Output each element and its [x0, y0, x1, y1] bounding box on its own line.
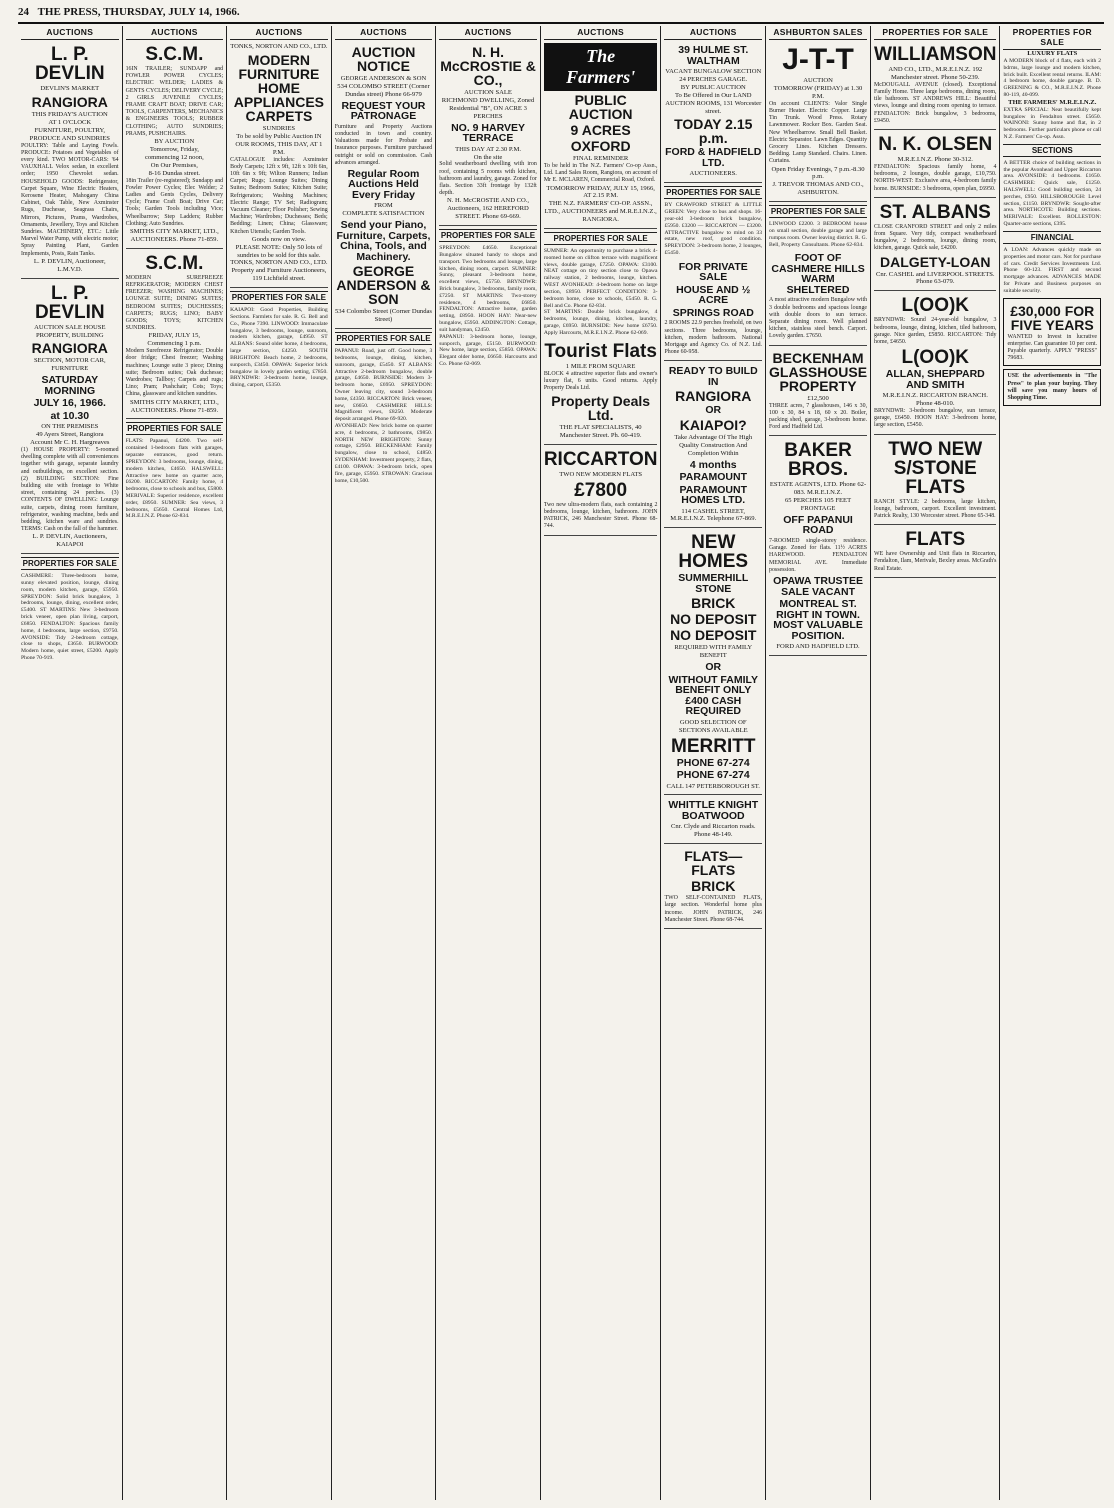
ad-opawa: OPAWA TRUSTEE SALE VACANT: [773, 575, 863, 598]
ad-where: To Be Offered in Our LAND AUCTION ROOMS, 131 Worcester street.: [665, 91, 762, 115]
ad-address: 534 Colombo Street (Corner Dundas Street): [334, 308, 432, 324]
ad-body-2: BRYNDWR: 3-bedroom bungalow, sun terrace, garage, £6450. HOON HAY: 3-bedroom home, large section, £5450.: [874, 408, 997, 429]
ad-title: N. K. OLSEN: [878, 134, 993, 156]
ad-subtitle: M.R.E.I.N.Z. Phone 30-312.: [897, 156, 973, 164]
column-3: [227, 26, 332, 1500]
ad-place-2: KAIAPOI?: [679, 416, 747, 433]
ad-title: FOOT OF CASHMERE HILLS WARM SHELTERED: [771, 252, 865, 296]
ad-subtitle: AUCTION: [803, 77, 833, 84]
sections-listings: A BETTER choice of building sections in the popular Avonhead and Upper Riccarton area. AVONSIDE: 4 bedrooms. £1650. CASHMERE: Quick sale, £1250. HALSWELL: Good building section, 24 perches, £950. HILLSBOROUGH: Level section, £1150. BRYNDWR: Sought-after area. NORTHCOTE: Building sections. MERIVALE: Excellent. ROLLESTON: Quarter-acre sections, £395.: [1003, 159, 1102, 228]
ad-company: PARAMOUNT HOMES LTD.: [679, 483, 747, 507]
ad-premises: On Our Premises,: [150, 161, 198, 169]
ad-body: POULTRY: Table and Laying Fowls. PRODUCE: Potatoes and Vegetables of every kind. TWO MOTOR-CARS: '64 VAUXHALL Velox sedan, in excellent order; 1950 Chevrolet sedan. HOUSEHOLD GOODS: Refrigerator, Carpet Square, Wine Electric Heaters, Kerosene Heater, Mahogany China Cabinet, Oak Table, New Axminster Rugs, Duchesse, Seagrass Chairs, Mirrors, Pictures, Prams, Wardrobes, Ornaments, Jewellery, Toys and Kitchen Sundries. MACHINERY, ETC.: Little Marvel Water Pump, with electric motor; Spray Painting Plant, Garden Implements, Posts, Rain Tanks.: [21, 142, 119, 257]
ad-signature: SMITHS CITY MARKET, LTD., AUCTIONEERS. Phone 71-859.: [129, 398, 219, 414]
ad-title: L. P. DEVLIN: [34, 44, 105, 84]
ad-location: RANGIORA: [31, 340, 108, 357]
ad-acres: 9 ACRES: [570, 122, 631, 138]
ad-address: THE FLAT SPECIALISTS, 40 Manchester Street. Ph. 60-419.: [559, 424, 642, 440]
ad-company: TONKS, NORTON AND CO., LTD.: [230, 43, 328, 50]
ad-address: NO. 9 HARVEY TERRACE: [451, 121, 525, 145]
ad-title: 39 HULME ST. WALTHAM: [678, 44, 749, 67]
ad-signature: SMITHS CITY MARKET, LTD., AUCTIONEERS. Phone 71-859.: [129, 227, 219, 243]
ad-company: DALGETY-LOAN: [880, 253, 991, 270]
column-heading: AUCTIONS: [664, 26, 762, 40]
ad-company: FORD & HADFIELD LTD.: [665, 146, 762, 169]
page-number: 24: [18, 6, 29, 18]
ad-title: TWO NEW S/STONE FLATS: [888, 438, 983, 498]
ad-signature: J. TREVOR THOMAS AND CO., ASHBURTON.: [772, 181, 864, 197]
classified-listings: A MODERN block of 4 flats, each with 2 bdrms, large lounge and modern kitchen, brick built. Excellent rental returns. ILAM: 4 bedroom home, double garage. B. D. GREENING & CO., M.R.E.I.N.Z. Phone 80-119, 40-099.: [1003, 57, 1102, 98]
ad-title: BAKER BROS.: [784, 440, 852, 481]
ad-montreal: MONTREAL ST. RIGHT IN TOWN. MOST VALUABLE POSITION.: [773, 598, 863, 642]
riccarton-flats-ad: [544, 445, 658, 536]
ad-title: FLATS: [905, 529, 966, 551]
financial-listings: A LOAN: Advances quickly made on properties and motor cars. Not for purchase of cars. Credit Services Investments Ltd. Phone 60-123. FIRST and second mortgage advances. ADVANCES MADE for Private and Business purposes on suitable security.: [1003, 246, 1102, 294]
ad-phone-1: PHONE 67-274: [676, 756, 750, 769]
ad-subtitle: AUCTION SALE: [464, 89, 512, 96]
newspaper-title: THE PRESS, THURSDAY, JULY 14, 1966.: [37, 6, 240, 18]
devlin-market-ad: [21, 40, 119, 279]
paramount-ad: [664, 361, 762, 528]
ad-address: 49 Ayers Street, Rangiora: [36, 431, 104, 439]
ad-body: WE have Ownership and Unit flats in Riccarton, Fendalton, Ilam, Merivale, Bexley areas. McGrath's Real Estate.: [874, 551, 997, 572]
ad-body: Furniture and Property Auctions conducted in town and country. Valuations made for Probate and Insurance purposes. Furniture purchased outright or sold on commission. Cash advances arranged.: [334, 123, 433, 166]
luxury-flats-heading: LUXURY FLATS: [1027, 50, 1078, 57]
classified-listings: PAPANUI: Road, just off. Good home, 3 bedrooms, lounge, dining, kitchen, sunroom, garage, £5450. ST ALBANS: Attractive 2-bedroom bungalow, double garage, £4650. BURNSIDE: Modern 3-bedroom home, £6950. SPREYDON: Owner leaving city, sound 3-bedroom home, £4350. RICCARTON: Brick veneer, new, £6650. CASHMERE HILLS: Magnificent views, £8250. Moderate deposit arranged. Phone 69-920.: [334, 348, 433, 423]
farmers-heading: THE FARMERS' M.R.E.I.N.Z.: [1008, 98, 1097, 106]
ad-by-auction: BY PUBLIC AUCTION: [680, 83, 746, 91]
ad-body: BLOCK 4 attractive superior flats and owner's luxury flat, 6 units. Good returns. Apply Property Deals Ltd.: [543, 370, 658, 391]
column-heading: AUCTIONS: [439, 26, 537, 40]
section-heading: PROPERTIES FOR SALE: [336, 334, 431, 344]
ad-price: £7800: [574, 479, 628, 501]
ad-subtitle: SUMMERHILL STONE: [678, 572, 749, 595]
ad-regular: Regular Room Auctions Held Every Friday: [347, 167, 420, 201]
column-heading: AUCTIONS: [126, 26, 224, 40]
column-heading: AUCTIONS: [335, 26, 433, 40]
classified-listings: FLATS: Papanui, £4200. Two self-contained 1-bedroom flats with garages, separate entrances, good return. SPREYDON: 3 bedrooms, lounge, dining, modern kitchen, £4650. HALSWELL: Attractive new home on quarter acre, £6200. RICCARTON: Family home, 4 bedrooms, close to schools and bus, £5800. MERIVALE: Superior residence, excellent order, £8950. SUMNER: Sea views, 3 bedrooms, £5650. Central Homes Ltd, M.R.E.I.N.Z. Phone 62-834.: [125, 438, 224, 520]
column-7: [661, 26, 766, 1500]
ad-items: MODERN SUREFREEZE REFRIGERATOR; MODERN CHEST FREEZER; WASHING MACHINES; LOUNGE SUITE; DINING SUITES; BEDROOM SUITES; DUCHESSES; CARPETS; RUGS; LINO; BABY GOODS; TOYS; KITCHEN SUNDRIES.: [125, 274, 224, 332]
olsen-ad: [874, 130, 996, 198]
financial-heading: FINANCIAL: [1003, 231, 1101, 244]
ad-body: RANCH STYLE: 2 bedrooms, large kitchen, lounge, bathroom, carport. Excellent investment. Patrick Realty, 130 Worcester street. Phone 65-348.: [874, 498, 997, 520]
ad-title: FLATS—FLATS: [684, 848, 743, 879]
ad-body: To be held in The N.Z. Farmers' Co-op Assn., Ltd. Land Sales Room, Rangiora, on account of Mr E. MCLAREN, Commercial Road, Oxford.: [543, 162, 658, 184]
ad-when: TOMORROW FRIDAY, JULY 15, 1966, AT 2.15 P.M.: [546, 184, 655, 200]
mccrostie-ad: [439, 40, 537, 226]
ad-when: TODAY 2.15 p.m.: [674, 116, 753, 147]
ad-body: THREE acres, 7 glasshouses, 146 x 30, 100 x 30, 84 x 18, 60 x 20. Boiler, packing shed, garage, 3-bedroom home. Ford and Hadfield Ltd.: [769, 402, 868, 431]
ad-no-deposit-2: NO DEPOSIT: [670, 627, 757, 644]
column-heading: PROPERTIES FOR SALE: [874, 26, 996, 40]
ad-signature: TONKS, NORTON AND CO., LTD. Property and Furniture Auctioneers, 119 Lichfield street.: [230, 259, 328, 283]
ad-address: M.R.E.I.N.Z. RICCARTON BRANCH. Phone 48-010.: [882, 392, 988, 408]
beckenham-ad: [769, 346, 867, 437]
ad-title: N. H. McCROSTIE & CO.,: [440, 44, 536, 88]
column-6: [541, 26, 662, 1500]
ad-date: JULY 16, 1966.: [33, 397, 106, 410]
classified-listings: CASHMERE: Three-bedroom home, sunny elevated position, lounge, dining room, modern kitchen, garage, £5950. SPREYDON: Solid brick bungalow, 3 bedrooms, lounge, dining, excellent order, £5400. ST MARTINS: New 3-bedroom brick veneer, open plan living, carport, £6850. FENDALTON: Spacious family home, 4 bedrooms, large section, £9750. AVONSIDE: Tidy 2-bedroom cottage, close to shops, £3650. BURWOOD: Modern home, quiet street, £5200. Apply Phone 70-919.: [21, 573, 119, 661]
ad-company: MERRITT: [671, 735, 756, 757]
classified-listings: SUMNER: An opportunity to purchase a brick 4-roomed home on clifton terrace with magnificent views, double garage, £7250. OPAWA: £3100. NEAT cottage on tiny section close to Opawa railway station, 2 bedrooms, lounge, kitchen. WEST AVONHEAD: 4-bedroom home on large section, £8950. PERFECT CONDITION: 3-bedroom home, close to schools, £5450. R. G. Bell and Co. Phone 62-834.: [543, 248, 658, 309]
ad-company-sub: AUCTIONEERS.: [689, 170, 737, 178]
column-heading: PROPERTIES FOR SALE: [1003, 26, 1101, 50]
ad-address: CALL 147 PETERBOROUGH ST.: [666, 782, 760, 790]
section-heading: PROPERTIES FOR SALE: [440, 231, 536, 241]
column-5: [436, 26, 541, 1500]
ad-when: SATURDAY MORNING: [41, 374, 99, 397]
column-heading: AUCTIONS: [544, 26, 658, 40]
ad-title: WILLIAMSON: [874, 44, 997, 65]
devlin-house-sale-ad: [21, 279, 119, 555]
ad-title: PUBLIC AUCTION: [568, 92, 633, 122]
sections-heading: SECTIONS: [1003, 144, 1101, 157]
ad-view: Goods now on view.: [251, 235, 306, 243]
ad-body: 7-ROOMED single-storey residence. Garage. Zoned for flats. 11½ ACRES HAREWOOD. FENDALTON MEMORIAL AVE. Immediate possession.: [769, 537, 868, 573]
ad-time: at 10.30: [50, 409, 90, 422]
ad-subtitle: DEVLIN'S MARKET: [40, 85, 100, 92]
ad-price: £12,500: [807, 394, 829, 402]
ad-title: S.C.M.: [145, 252, 204, 274]
ad-company-large: GEORGE ANDERSON & SON: [336, 263, 431, 308]
ad-company: ALLAN, SHEPPARD AND SMITH: [885, 368, 985, 391]
ad-on: ON THE PREMISES: [41, 423, 99, 431]
classified-listings: KAIAPOI: Good Properties, Building Sections. Farmlets for sale. R. G. Bell and Co., Phone 7390. LINWOOD: Immaculate bungalow, 3 bedrooms, lounge, sunroom, modern kitchen, garage, £4950. ST ALBANS: Sound older home, 4 bedrooms, large section, £4250. SOUTH BRIGHTON: Beach home, 2 bedrooms, sunporch, £3450. OPAWA: Superior brick bungalow in lovely garden setting, £7850. BRYNDWR: 3-bedroom home, lounge, dining, carport, £5350.: [230, 307, 328, 389]
flats-ad: [874, 525, 996, 578]
ad-title: BECKENHAM GLASSHOUSE PROPERTY: [769, 349, 868, 394]
ad-account: Account Mr C. H. Hargreaves: [30, 439, 110, 447]
column-2: [123, 26, 228, 1500]
hulme-street-ad: [664, 40, 762, 183]
two-new-flats-ad: [874, 435, 996, 526]
ad-body: Solid weatherboard dwelling with iron roof, containing 5 rooms with kitchen, bathroom and laundry, garage. Zoned for flats. Section 33ft frontage by 132ft depth.: [439, 161, 537, 197]
george-anderson-ad: [335, 40, 433, 329]
st-albans-ad: [874, 198, 996, 292]
classified-listings-2: EXTRA SPECIAL: Neat beautifully kept bungalow in Fendalton street. £5650. WAINONI: Sunny home and flat, in 2 bedrooms. Further particulars phone or call N.Z. Farmers' Co-op. Assn.: [1003, 106, 1102, 140]
ad-without: WITHOUT FAMILY BENEFIT ONLY £400 CASH REQUIRED: [668, 673, 758, 718]
ad-signature: L. P. DEVLIN, Auctioneers, KAIAPOI: [32, 533, 108, 549]
ad-location: OFF PAPANUI ROAD: [783, 513, 853, 537]
ad-company: GEORGE ANDERSON & SON: [340, 75, 427, 82]
ad-body: On account CLIENTS: Valor Single Burner Heater. Electric Copper. Large Tin Trunk. Wood Press. Rotary Lawnmower. Rocker Box. Garden Seat. New Wheelbarrow. Small Bell Basket. Electric Separator. Lawn Edges. Quantity Grocery Lines. Kitchen Dressers. Bedding. Lamp Standard. Chairs. Linen. Curtains.: [769, 100, 868, 165]
ad-body: TWO SELF-CONTAINED FLATS, large section. Wonderful home plus income. JOHN PATRICK, 246 Manchester Street. Phone 68-744.: [664, 895, 763, 923]
ad-title: AUCTION NOTICE: [351, 44, 416, 74]
ad-brick: BRICK: [691, 595, 736, 612]
ad-months: 4 months: [689, 458, 737, 471]
ad-body: (1) HOUSE PROPERTY: 5-roomed dwelling complete with all conveniences together with garage, separate laundry and outbuildings, on excellent section. (2) BUILDING SECTION: Fine building site with frontage to White street, containing 24 perches. (3) CONTENTS OF DWELLING: Lounge suite, carpets, dining room furniture, refrigerator, washing machine, beds and bedding, kitchen ware and sundries. TERMS: Cash on the fall of the hammer.: [21, 446, 119, 533]
jtt-ad: [769, 40, 867, 202]
ad-body: 18in Trailer (re-registered); Sundapp and Fowler Power Cycles; Elec Welder; 2 Ladies and Gents Cycles, Delivery Cycle; Frame Craft Boat; Drive Car; Tools; Garden Tools including Vice; Wheelbarrow; Step Ladders; Rubber Clothing; Auto Sundries.: [125, 177, 224, 227]
ad-subtitle: SUNDRIES: [262, 124, 296, 132]
ad-subtitle: AUCTION SALE HOUSE PROPERTY, BUILDING: [34, 323, 106, 339]
ad-signature: THE N.Z. FARMERS' CO-OP. ASSN., LTD., AUCTIONEERS and M.R.E.I.N.Z., RANGIORA.: [544, 200, 657, 224]
baker-bros-ad: [769, 436, 867, 656]
ad-body: McDOUGALL AVENUE (closed). Exceptional Family Home. Three large bedrooms, dining room, tile bathroom. ST ANDREWS HILL: Beautiful views, lounge and dining room opening to terrace. FENDALTON: Brick bungalow, 3 bedrooms, £9450.: [874, 81, 997, 124]
ad-items: SECTION, MOTOR CAR, FURNITURE: [33, 357, 106, 373]
ad-address: 8-16 Dundas street.: [148, 169, 201, 177]
ad-address: 534 COLOMBO STREET (Corner Dundas street) Phone 66-979: [337, 82, 430, 98]
ad-selection: GOOD SELECTION OF SECTIONS AVAILABLE: [678, 718, 748, 734]
section-heading: PROPERTIES FOR SALE: [544, 232, 658, 245]
ad-title: Tourist Flats: [544, 340, 657, 362]
scm-ad-1: [126, 40, 224, 249]
column-heading: AUCTIONS: [21, 26, 119, 40]
column-4: [332, 26, 437, 1500]
flats-brick-ad: [664, 844, 762, 929]
ad-title: FOR PRIVATE SALE: [678, 260, 748, 284]
ad-title-2: L(OO)K: [901, 347, 970, 369]
ad-when: To be sold by Public Auction IN OUR ROOMS, THIS DAY, AT 1 P.M.: [235, 132, 323, 156]
ad-place-1: RANGIORA: [675, 388, 752, 405]
ad-time: AT 1 O'CLOCK: [48, 118, 92, 126]
ad-site: On the site: [473, 153, 503, 161]
ad-signature: L. P. DEVLIN, Auctioneer, L.M.V.D.: [33, 257, 106, 273]
ad-day: THIS FRIDAY'S AUCTION: [31, 110, 108, 118]
ad-no-deposit-1: NO DEPOSIT: [670, 611, 757, 628]
column-9: [871, 26, 1000, 1500]
farmers-logo: The Farmers': [544, 43, 658, 91]
farmers-auction-ad: [544, 40, 658, 229]
columns: [18, 26, 1104, 1500]
williamson-ad: [874, 40, 996, 130]
ad-property: RICHMOND DWELLING, Zoned Residential "B", ON ACRE 3 PERCHES: [441, 96, 535, 120]
ad-title: £30,000 FOR FIVE YEARS: [1010, 302, 1095, 333]
ad-body: WANTED to Invest in lucrative enterprise. Can guarantee 10 per cent. Payable quarterly. APPLY "PRESS" 79683.: [1007, 333, 1098, 362]
ad-send: Send your Piano, Furniture, Carpets, China, Tools, and Machinery.: [336, 219, 431, 263]
ad-location: OXFORD: [570, 138, 631, 154]
column-heading: ASHBURTON SALES: [769, 26, 867, 40]
ad-body: Take Advantage Of The High Quality Construction And Completion Within: [674, 433, 753, 457]
ad-subtitle: 1 MILE FROM SQUARE: [565, 362, 636, 370]
section-heading: PROPERTIES FOR SALE: [127, 424, 222, 434]
look-ad: [874, 291, 996, 434]
section-heading: PROPERTIES FOR SALE: [22, 559, 117, 569]
column-heading: AUCTIONS: [230, 26, 328, 40]
ad-body: CATALOGUE includes: Axminster Body Carpets; 12ft x 9ft, 12ft x 10ft 6in, 10ft 6in x 9ft; Wilton Runners; Indian Carpet; Rugs; Lounge Suites; Dining Suites; Bedroom Suites; Kitchen Suite; Refrigerators; Washing Machines; Electric Range; TV Set; Radiogram; Vacuum Cleaner; Floor Polisher; Sewing Machine; Wardrobes; Duchesses; Beds; Bedding; Linen; China; Glassware; Kitchen Utensils; Garden Tools.: [230, 156, 328, 235]
ad-title: RICCARTON: [543, 448, 658, 470]
ad-title: READY TO BUILD IN: [668, 365, 758, 388]
tonks-norton-ad: [230, 40, 328, 288]
ad-satisfaction: COMPLETE SATISFACTION: [342, 210, 425, 218]
ad-note: PLEASE NOTE: Only 50 lots of sundries to be sold for this sale.: [235, 243, 323, 259]
ad-phone-2: PHONE 67-274: [676, 769, 750, 782]
tourist-flats-ad: [544, 337, 658, 445]
ad-signature: N. H. McCROSTIE AND CO., Auctioneers, 162 HEREFORD STREET. Phone 69-669.: [447, 197, 530, 221]
classified-listings: LINWOOD £2200. 3 BEDROOM house on small section, double garage and large rumpus room. Owner leaving district. R. G. Bell, Property Consultants. Phone 62-834.: [769, 221, 868, 248]
ad-or: OR: [705, 661, 722, 674]
ad-address: Cnr. CASHEL and LIVERPOOL STREETS. Phone 63-079.: [875, 270, 995, 286]
ad-location: RANGIORA: [31, 93, 108, 110]
ad-goods: FURNITURE, POULTRY, PRODUCE AND SUNDRIES: [29, 126, 110, 142]
ad-body: 2 ROOMS 22.9 perches freehold, on two sections. Three bedrooms, lounge, kitchen, modern bathroom. National Mortgage and Agency Co. of N.Z. Ltd. Phone 60-958.: [664, 320, 763, 356]
ad-time: commencing 12 noon,: [144, 153, 204, 161]
column-8: [766, 26, 871, 1500]
section-heading: PROPERTIES FOR SALE: [770, 207, 866, 217]
ad-body: Two new ultra-modern flats, each containing 2 bedrooms, lounge, kitchen, bathroom. JOHN PATRICK, 246 Manchester Street. Phone 68-744.: [543, 501, 658, 530]
ad-road: SPRINGS ROAD: [672, 306, 754, 319]
ad-body: FENDALTON: Spacious family home, 4 bedrooms, 2 lounges, double garage, £10,750. NORTH-WEST: Exclusive area, 4-bedroom family home. BURNSIDE: 3 bedrooms, open plan, £6950.: [874, 163, 997, 192]
classified-listings: BY CRAWFORD STREET & LITTLE GREEN: Very close to bus and shops. 16-year-old 3-bedroom brick bungalow, £5950. £3200 — RICCARTON — £3200. ATTRACTIVE bungalow to mind on 33 estate, new roof, good condition. SPREYDON: 3-bedroom home, 2 lounges, £5450.: [664, 202, 763, 257]
classified-listings-2: AVONHEAD: New brick home on quarter acre, 4 bedrooms, 2 bathrooms, £9850. NORTH NEW BRIGHTON: Sunny cottage, £2950. BECKENHAM: Family bungalow, close to school, £4850. SYDENHAM: Investment property, 2 flats, £4100. OPAWA: 3-bedroom brick, open fire, garage, £5950. STROWAN: Gracious home, £10,500.: [334, 423, 433, 484]
ad-when: TOMORROW (FRIDAY) at 1.30 P.M.: [773, 84, 863, 100]
ad-title: J-T-T: [782, 43, 854, 76]
ad-title: S.C.M.: [145, 44, 204, 65]
ad-body: Cnr. Clyde and Riccarton roads. Phone 48-149.: [670, 823, 756, 839]
ad-subtitle: AND CO., LTD., M.R.E.I.N.Z. 192 Manchester street. Phone 50-239.: [888, 66, 983, 81]
ad-title: NEW HOMES: [678, 532, 749, 573]
ad-brand: PARAMOUNT: [679, 471, 747, 484]
ad-company: Property Deals Ltd.: [551, 393, 651, 424]
section-heading: PROPERTIES FOR SALE: [231, 293, 327, 303]
ad-subtitle: VACANT BUNGALOW SECTION 24 PERCHES GARAGE.: [665, 68, 762, 83]
folio: [18, 6, 1104, 20]
ad-body: USE the advertisements in "The Press" to plan your buying. They will save you many hours of Shopping Time.: [1007, 373, 1098, 401]
ad-body: BRYNDWR: Sound 24-year-old bungalow, 3 bedrooms, lounge, dining, kitchen, tiled bathroom, garage. Nice garden, £5850. RICCARTON: Tidy home, £4650.: [874, 317, 997, 345]
ad-subtitle: ESTATE AGENTS, LTD. Phone 62-083. M.R.E.I.N.Z.: [769, 481, 867, 497]
springs-road-ad: [664, 257, 762, 362]
section-heading: PROPERTIES FOR SALE: [666, 188, 761, 198]
ad-body: A most attractive modern Bungalow with 3 double bedrooms and spacious lounge with double doors to sun terrace. Separate dining room. Well planned kitchen, stainless steel bench. Carport. Lovely garden. £7650.: [769, 297, 868, 340]
merritt-ad: [664, 528, 762, 795]
scm-ad-2: [126, 249, 224, 420]
ad-when: THIS DAY AT 2.30 P.M.: [455, 145, 521, 153]
ad-title: L. P. DEVLIN: [34, 282, 105, 323]
classified-listings-2: ST MARTINS: Double brick bungalow, 4 bedrooms, lounge, dining, kitchen, laundry, garage, £6950. BURNSIDE: New home £6750. Apply Harcourts, M.R.E.I.N.Z. Phone 62-069.: [543, 309, 658, 336]
use-press-ad: [1003, 369, 1101, 406]
ad-title: MODERN FURNITURE HOME APPLIANCES CARPETS: [233, 51, 325, 124]
column-10: [1000, 26, 1104, 1500]
classified-listings-2: PAPANUI: 3-bedroom home, lounge, sunporch, garage, £5150. BURWOOD: New home, large section, £5850. OPAWA: Elegant older home, £6650. Harcourts and Co. Phone 62-069.: [439, 333, 537, 367]
ad-day: FRIDAY, JULY 15,: [148, 332, 201, 340]
ad-time: Commencing 1 p.m.: [147, 340, 202, 348]
classified-listings: SPREYDON: £4650. Exceptional Bungalow situated handy to shops and transport. Two bedrooms and lounge, large kitchen, dining room, carport. SUMNER: Sunny, pleasant 3-bedroom home, excellent views, £5750. BRYNDWR: Brick bungalow, 3 bedrooms, family room, £7250. ST MARTINS: Two-storey residence, 4 bedrooms, £6850. FENDALTON: Attractive home, garden setting, £8950. HOON HAY: Near-new bungalow, £5950. ADDINGTON: Cottage, suit handyman, £2450.: [439, 245, 537, 333]
masthead-rule: [18, 22, 1104, 24]
ad-body: CLOSE CRANFORD STREET and only 2 miles from Square. Very tidy, compact weatherboard bungalow, 2 bedrooms, lounge, dining room, kitchen, garage. Quick sale, £4200.: [874, 223, 997, 252]
ad-from: FROM: [374, 202, 393, 210]
column-1: [18, 26, 123, 1500]
ad-by-auction: BY AUCTION: [154, 138, 195, 146]
ad-subtitle: HOUSE AND ½ ACRE: [676, 283, 751, 307]
ad-title: WHITTLE KNIGHT BOATWOOD: [668, 799, 759, 822]
ad-frontage: 65 PERCHES 105 FEET FRONTAGE: [784, 497, 852, 513]
ad-title: L(OO)K: [901, 295, 970, 317]
cashmere-hills-ad: [769, 248, 867, 345]
ad-day: Tomorrow, Friday,: [149, 145, 199, 153]
ad-address: 114 CASHEL STREET, M.R.E.I.N.Z. Telephone 67-869.: [670, 507, 757, 523]
ad-or: OR: [705, 404, 722, 417]
ad-items: 16IN TRAILER; SUNDAPP and FOWLER POWER CYCLES; ELECTRIC WELDER; LADIES & GENTS CYCLES; DELIVERY CYCLE; 2 GIRLS JUVENILE CYCLES; FRAME CRAFT BOAT; DRIVE CAR; TOOLS, CARPENTERS, MECHANICS & ENGINEERS TOOLS; RUBBER CLOTHING; AUTO SUNDRIES; PRAMS, PUSHCHAIRS.: [125, 66, 224, 137]
ad-body: Modern Surefreeze Refrigerator; Double door fridge; Chest freezer; Washing machines; Lounge suite 3 piece; Dining suite; Bedroom suites; Oak duchesse; Wardrobes; Tallboy; Carpets and rugs; Lino; Pram; Pushchair; Cots; Toys; China, glassware and kitchen sundries.: [125, 348, 224, 398]
ad-headline: REQUEST YOUR PATRONAGE: [341, 99, 426, 123]
ad-subtitle: BRICK: [691, 878, 736, 895]
ad-reminder: FINAL REMINDER: [573, 155, 629, 162]
ad-required: REQUIRED WITH FAMILY BENEFIT: [674, 644, 753, 660]
ad-signature: FORD AND HADFIELD LTD.: [776, 643, 860, 650]
ad-title: ST. ALBANS: [879, 201, 991, 223]
ad-subtitle: TWO NEW MODERN FLATS: [559, 470, 643, 478]
thirty-thousand-ad: [1003, 298, 1101, 367]
whittle-knight-ad: [664, 795, 762, 844]
ad-hours: Open Friday Evenings, 7 p.m.-8.30 p.m.: [771, 165, 865, 181]
